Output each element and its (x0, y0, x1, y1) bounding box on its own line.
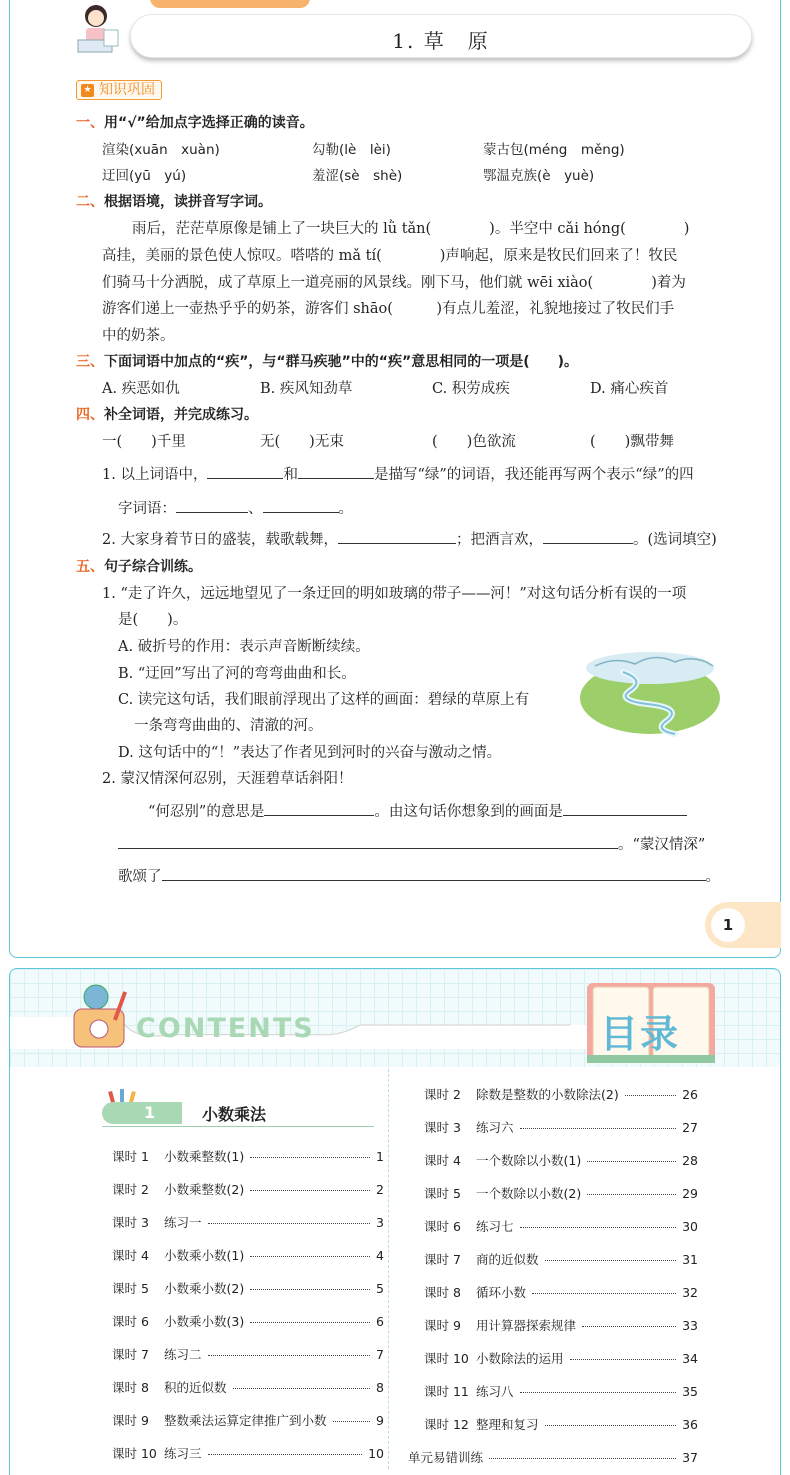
answer-blank[interactable] (563, 802, 687, 816)
toc-lesson: 课时 8 (424, 1285, 461, 1300)
section-4-heading (76, 404, 258, 424)
toc-page: 34 (682, 1351, 698, 1366)
toc-title: 小数乘整数(1) (164, 1149, 245, 1164)
section-2-title: 根据语境，读拼音写字词。 (104, 194, 272, 210)
toc-title: 整数乘法运算定律推广到小数 (164, 1413, 327, 1428)
toc-page: 32 (682, 1285, 698, 1300)
pinyin-item: 蒙古包(méng měng) (483, 142, 625, 158)
passage-line: 雨后，茫茫草原像是铺上了一块巨大的 lǜ tǎn( )。半空中 cǎi hóng( ) (132, 221, 690, 237)
toc-leader (250, 1322, 370, 1323)
choice-option: C. 积劳成疾 (432, 381, 510, 397)
toc-entry[interactable] (112, 1246, 384, 1264)
toc-lesson: 课时 4 (424, 1153, 461, 1168)
toc-entry[interactable] (408, 1448, 698, 1466)
pinyin-item: 勾勒(lè lèi) (312, 142, 391, 158)
toc-leader (625, 1095, 676, 1096)
q-text: 是描写“绿”的词语，我还能再写两个表示“绿”的四 (373, 467, 694, 483)
toc-page: 9 (376, 1413, 384, 1428)
toc-title: 单元易错训练 (408, 1450, 484, 1465)
toc-page: 29 (682, 1186, 698, 1201)
section-3-num: 三、 (76, 354, 104, 370)
toc-leader (587, 1194, 676, 1195)
toc-leader (520, 1227, 677, 1228)
option-b: B. “迂回”写出了河的弯弯曲曲和长。 (118, 666, 356, 682)
toc-entry[interactable] (424, 1316, 698, 1334)
idiom-blank[interactable]: ( )飘带舞 (590, 434, 674, 450)
question-4-2 (102, 528, 717, 549)
toc-leader (250, 1190, 370, 1191)
toc-lesson: 课时 7 (424, 1252, 461, 1267)
section-3-title: 下面词语中加点的“疾”，与“群马疾驰”中的“疾”意思相同的一项是( )。 (104, 354, 579, 370)
choice-option: D. 痛心疾首 (590, 381, 669, 397)
toc-title: 用计算器探索规律 (476, 1318, 577, 1333)
toc-leader (520, 1392, 677, 1393)
toc-entry[interactable] (112, 1312, 384, 1330)
toc-title: 积的近似数 (164, 1380, 227, 1395)
section-2-heading (76, 191, 272, 211)
toc-entry[interactable] (424, 1151, 698, 1169)
backpack-icon (60, 981, 136, 1051)
q-text: 。“蒙汉情深” (618, 837, 706, 853)
toc-page: 31 (682, 1252, 698, 1267)
toc-entry[interactable] (424, 1118, 698, 1136)
toc-lesson: 课时 11 (424, 1384, 469, 1399)
answer-blank[interactable] (298, 465, 374, 479)
q-text: 和 (283, 467, 298, 483)
toc-page: 2 (376, 1182, 384, 1197)
toc-page: 3 (376, 1215, 384, 1230)
knowledge-label (76, 80, 162, 100)
lesson-title-bar (130, 14, 752, 58)
pinyin-item: 迂回(yū yú) (102, 168, 187, 184)
toc-lesson: 课时 4 (112, 1248, 149, 1263)
toc-title: 练习七 (476, 1219, 514, 1234)
grassland-river-illustration (575, 638, 725, 738)
toc-leader (489, 1458, 676, 1459)
option-a: A. 破折号的作用：表示声音断断续续。 (118, 639, 370, 655)
toc-lesson: 课时 10 (424, 1351, 469, 1366)
toc-title: 小数乘小数(1) (164, 1248, 245, 1263)
answer-blank[interactable] (176, 499, 248, 513)
section-4-title: 补全词语，并完成练习。 (104, 407, 258, 423)
column-divider (388, 1069, 389, 1469)
toc-leader (208, 1355, 371, 1356)
unit-heading (102, 1102, 382, 1126)
toc-leader (250, 1256, 370, 1257)
question-4-1-cont (118, 497, 353, 518)
q-text: 2. 大家身着节日的盛装，载歌载舞， (102, 532, 338, 548)
section-5-heading (76, 556, 202, 576)
unit-title: 小数乘法 (202, 1105, 267, 1124)
answer-blank[interactable] (263, 499, 339, 513)
q-text: 。 (338, 501, 353, 517)
toc-page: 5 (376, 1281, 384, 1296)
toc-title: 练习二 (164, 1347, 202, 1362)
question-5-2-c (118, 865, 720, 886)
toc-lesson: 课时 6 (424, 1219, 461, 1234)
toc-page: 37 (682, 1450, 698, 1465)
toc-title: 除数是整数的小数除法(2) (476, 1087, 619, 1102)
toc-entry[interactable] (424, 1217, 698, 1235)
pinyin-item: 渲染(xuān xuàn) (102, 142, 220, 158)
toc-page: 6 (376, 1314, 384, 1329)
q-text: 歌颂了 (118, 869, 162, 885)
toc-entry[interactable] (424, 1085, 698, 1103)
lesson-tab (150, 0, 310, 8)
pinyin-item: 羞涩(sè shè) (312, 168, 403, 184)
q-text: ；把酒言欢， (455, 532, 543, 548)
toc-leader (250, 1157, 370, 1158)
toc-leader (570, 1359, 677, 1360)
pinyin-item: 鄂温克族(è yuè) (483, 168, 595, 184)
toc-page: 33 (682, 1318, 698, 1333)
choice-option: A. 疾恶如仇 (102, 381, 180, 397)
page-number: 1 (711, 908, 745, 942)
toc-title: 小数除法的运用 (476, 1351, 564, 1366)
section-1-title: 用“√”给加点字选择正确的读音。 (104, 115, 314, 131)
toc-title: 循环小数 (476, 1285, 527, 1300)
answer-blank[interactable] (207, 465, 283, 479)
toc-lesson: 课时 6 (112, 1314, 149, 1329)
q-text: “何忍别”的意思是 (148, 804, 265, 820)
option-c-cont: 一条弯弯曲曲的、清澈的河。 (134, 718, 323, 734)
question-5-2-b (118, 833, 705, 854)
passage-line: 高挂，美丽的景色使人惊叹。嗒嗒的 mǎ tí( )声响起，原来是牧民们回来了！牧民 (102, 248, 678, 264)
kid-reading-icon (68, 0, 128, 60)
passage-line: 们骑马十分洒脱，成了草原上一道亮丽的风景线。刚下马，他们就 wēi xiào( )着为 (102, 275, 686, 291)
worksheet-page (9, 0, 781, 958)
toc-lesson: 课时 1 (112, 1149, 149, 1164)
contents-title-cn: 目录 (600, 1012, 681, 1056)
toc-leader (520, 1128, 677, 1129)
toc-leader (545, 1425, 677, 1426)
toc-page: 35 (682, 1384, 698, 1399)
toc-entry[interactable] (112, 1411, 384, 1429)
toc-entry[interactable] (424, 1382, 698, 1400)
section-1-heading (76, 112, 314, 132)
section-1-num: 一、 (76, 115, 104, 131)
toc-entry[interactable] (112, 1147, 384, 1165)
option-d: D. 这句话中的“！”表达了作者见到河时的兴奋与激动之情。 (118, 745, 502, 761)
toc-title: 小数乘小数(3) (164, 1314, 245, 1329)
toc-entry[interactable] (112, 1213, 384, 1231)
toc-page: 7 (376, 1347, 384, 1362)
toc-lesson: 课时 9 (424, 1318, 461, 1333)
passage-line: 中的奶茶。 (102, 328, 175, 344)
toc-lesson: 课时 7 (112, 1347, 149, 1362)
answer-blank[interactable] (338, 530, 456, 544)
toc-leader (233, 1388, 371, 1389)
unit-pill (102, 1102, 182, 1124)
toc-entry[interactable] (424, 1415, 698, 1433)
page-number-tab (705, 902, 781, 948)
contents-page (9, 968, 781, 1475)
section-5-num: 五、 (76, 559, 104, 575)
q-text: 。由这句话你想象到的画面是 (374, 804, 563, 820)
toc-leader (545, 1260, 677, 1261)
toc-lesson: 课时 8 (112, 1380, 149, 1395)
toc-leader (208, 1223, 371, 1224)
toc-entry[interactable] (424, 1283, 698, 1301)
unit-number: 1 (144, 1103, 156, 1122)
toc-entry[interactable] (112, 1444, 384, 1462)
answer-blank[interactable] (543, 530, 633, 544)
toc-title: 小数乘整数(2) (164, 1182, 245, 1197)
toc-title: 练习六 (476, 1120, 514, 1135)
choice-option: B. 疾风知劲草 (260, 381, 353, 397)
toc-page: 30 (682, 1219, 698, 1234)
question-5-2-a (148, 800, 687, 821)
question-5-1-cont: 是( )。 (118, 612, 188, 628)
passage-line: 游客们递上一壶热乎乎的奶茶，游客们 shāo( )有点儿羞涩，礼貌地接过了牧民们手 (102, 301, 675, 317)
toc-lesson: 课时 3 (112, 1215, 149, 1230)
toc-leader (587, 1161, 676, 1162)
star-icon: ★ (81, 84, 94, 97)
toc-entry[interactable] (112, 1279, 384, 1297)
toc-leader (532, 1293, 676, 1294)
lesson-title: 1. 草 原 (392, 29, 490, 53)
toc-title: 练习一 (164, 1215, 202, 1230)
answer-blank[interactable] (118, 835, 618, 849)
toc-title: 小数乘小数(2) (164, 1281, 245, 1296)
toc-page: 10 (368, 1446, 384, 1461)
contents-heading: CONTENTS (136, 1013, 315, 1044)
q-text: 1. 以上词语中， (102, 467, 208, 483)
toc-entry[interactable] (112, 1378, 384, 1396)
q-text: 。(选词填空) (632, 532, 717, 548)
toc-page: 27 (682, 1120, 698, 1135)
toc-entry[interactable] (112, 1180, 384, 1198)
toc-page: 4 (376, 1248, 384, 1263)
q-text: 、 (248, 501, 263, 517)
toc-lesson: 课时 3 (424, 1120, 461, 1135)
toc-entry[interactable] (424, 1349, 698, 1367)
toc-lesson: 课时 2 (112, 1182, 149, 1197)
toc-lesson: 课时 5 (112, 1281, 149, 1296)
toc-lesson: 课时 5 (424, 1186, 461, 1201)
section-4-num: 四、 (76, 407, 104, 423)
question-4-1 (102, 463, 694, 484)
question-5-1: 1. “走了许久，远远地望见了一条迂回的明如玻璃的带子——河！”对这句话分析有误的一项 (102, 586, 687, 602)
toc-leader (250, 1289, 370, 1290)
knowledge-label-text: 知识巩固 (99, 82, 155, 98)
option-c: C. 读完这句话，我们眼前浮现出了这样的画面：碧绿的草原上有 (118, 692, 530, 708)
toc-entry[interactable] (112, 1345, 384, 1363)
toc-entry[interactable] (424, 1184, 698, 1202)
q-text: 字词语： (118, 501, 176, 517)
section-5-title: 句子综合训练。 (104, 559, 202, 575)
toc-title: 一个数除以小数(2) (476, 1186, 582, 1201)
toc-title: 练习八 (476, 1384, 514, 1399)
toc-page: 26 (682, 1087, 698, 1102)
toc-lesson: 课时 10 (112, 1446, 157, 1461)
answer-blank[interactable] (264, 802, 374, 816)
answer-blank[interactable] (162, 867, 706, 881)
question-5-2: 2. 蒙汉情深何忍别，天涯碧草话斜阳！ (102, 771, 353, 787)
toc-leader (333, 1421, 371, 1422)
unit-rule (102, 1126, 374, 1127)
toc-page: 28 (682, 1153, 698, 1168)
toc-lesson: 课时 2 (424, 1087, 461, 1102)
section-2-num: 二、 (76, 194, 104, 210)
toc-lesson: 课时 12 (424, 1417, 469, 1432)
toc-lesson: 课时 9 (112, 1413, 149, 1428)
toc-title: 整理和复习 (476, 1417, 539, 1432)
section-3-heading (76, 351, 578, 371)
toc-leader (208, 1454, 363, 1455)
toc-page: 8 (376, 1380, 384, 1395)
toc-page: 36 (682, 1417, 698, 1432)
toc-page: 1 (376, 1149, 384, 1164)
toc-title: 商的近似数 (476, 1252, 539, 1267)
toc-entry[interactable] (424, 1250, 698, 1268)
q-text: 。 (705, 869, 720, 885)
toc-leader (582, 1326, 676, 1327)
idiom-blank[interactable]: ( )色欲流 (432, 434, 516, 450)
toc-title: 练习三 (164, 1446, 202, 1461)
toc-title: 一个数除以小数(1) (476, 1153, 582, 1168)
idiom-blank[interactable]: 无( )无束 (260, 434, 344, 450)
idiom-blank[interactable]: 一( )千里 (102, 434, 186, 450)
